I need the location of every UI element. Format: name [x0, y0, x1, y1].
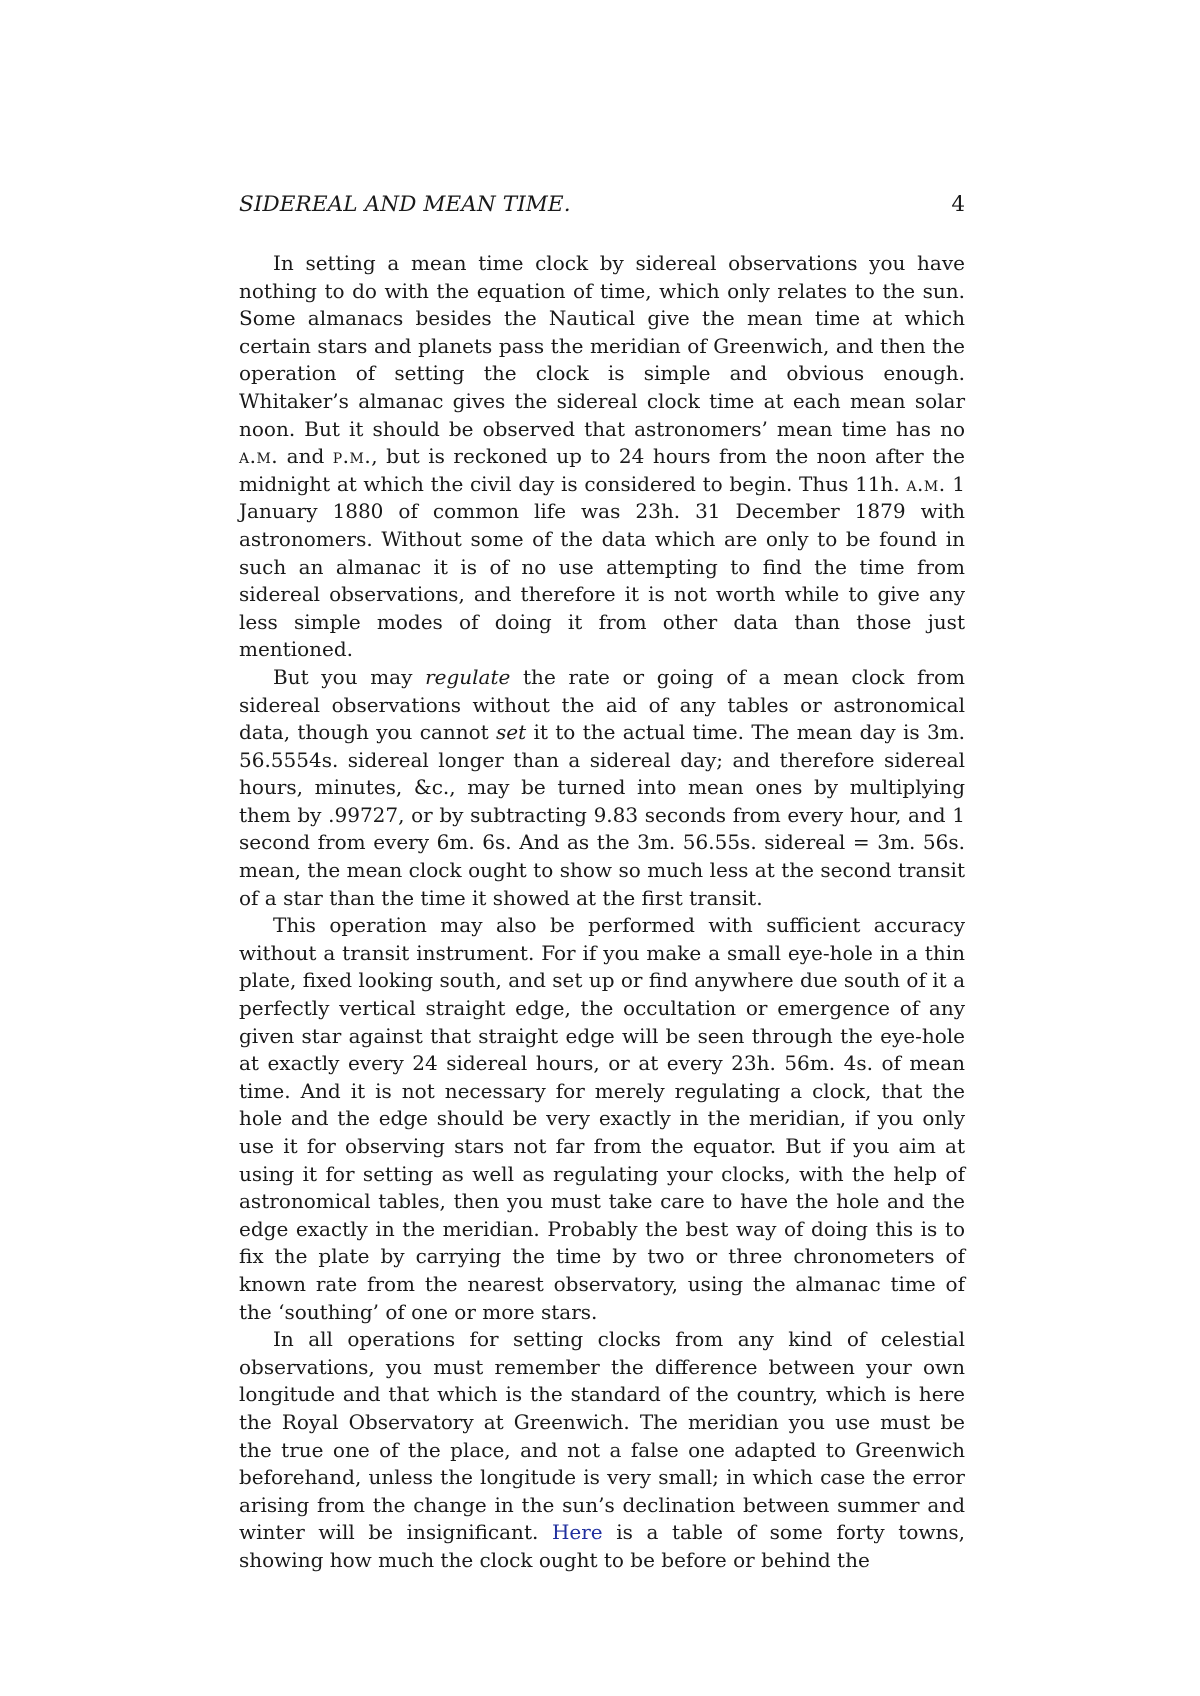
text-run: This operation may also be performed with sufficient accuracy without a transit instrument. For if you make a small eye-hole in a thin plate, fixed looking south, and set up or find anywhere due south of it a perfectly vertical straight edge, the occultation or emergence of any given star against that straight edge will be seen through the eye-hole at exactly every 24 sidereal hours, or at every 23h. 56m. 4s. of mean time. And it is not necessary for merely regulating a clock, that the hole and the edge should be very exactly in the meridian, if you only use it for observing stars not far from the equator. But if you aim at using it for setting as well as regulating your clocks, with the help of astronomical tables, then you must take care to have the hole and the edge exactly in the meridian. Probably the best way of doing this is to fix the plate by carrying the time by two or three chronometers of known rate from the nearest observatory, using the almanac time of the ‘southing’ of one or more stars. — [239, 913, 965, 1324]
small-caps-pm: p.m. — [332, 444, 372, 469]
paragraph-2 — [239, 664, 965, 912]
page — [239, 190, 965, 1575]
text-run: the rate or going of a mean clock from sidereal observations without the aid of any tables or astronomical data, though you cannot — [239, 664, 965, 745]
here-link[interactable]: Here — [551, 1520, 603, 1545]
text-run: In setting a mean time clock by sidereal observations you have nothing to do with the equation of time, which only relates to the sun. Some almanacs besides the Nautical give the mean time at which certain stars and planets pass the meridian of Greenwich, and then the operation of setting the clock is simple and obvious enough. Whitaker’s almanac gives the sidereal clock time at each mean solar noon. But it should be observed that astronomers’ mean time has no — [239, 251, 965, 441]
running-title: SIDEREAL AND MEAN TIME. — [239, 192, 571, 217]
text-run: it to the actual time. The mean day is 3m. 56.5554s. sidereal longer than a sidereal day; and therefore sidereal hours, minutes, &c., may be turned into mean ones by multiplying them by .99727, or by subtracting 9.83 seconds from every hour, and 1 second from every 6m. 6s. And as the 3m. 56.55s. sidereal = 3m. 56s. mean, the mean clock ought to show so much less at the second transit of a star than the time it showed at the first transit. — [239, 720, 965, 910]
emphasis-regulate: regulate — [425, 664, 511, 689]
paragraph-3 — [239, 912, 965, 1326]
emphasis-set: set — [496, 720, 527, 745]
text-run: 1 January 1880 of common life was 23h. 31 December 1879 with astronomers. Without some of the data which are only to be found in such an almanac it is of no use attempting to find the time from sidereal observations, and therefore it is not worth while to give any less simple modes of doing it from other data than those just mentioned. — [239, 471, 965, 662]
small-caps-am: a.m. — [239, 444, 279, 469]
body-text — [239, 250, 965, 1575]
running-header — [239, 190, 965, 220]
paragraph-4 — [239, 1326, 965, 1574]
text-run: In all operations for setting clocks from any kind of celestial observations, you must remember the difference between your own longitude and that which is the standard of the country, which is here the Royal Observatory at Greenwich. The meridian you use must be the true one of the place, and not a false one adapted to Greenwich beforehand, unless the longitude is very small; in which case the error arising from the change in the sun’s declination between summer and winter will be insignificant. — [239, 1327, 965, 1545]
paragraph-1 — [239, 250, 965, 664]
text-run: and — [278, 444, 333, 469]
text-run: is a table of some forty towns, showing how much the clock ought to be before or behind the — [239, 1520, 965, 1572]
text-run: But you may — [273, 664, 426, 689]
small-caps-am: a.m. — [906, 471, 946, 496]
page-number: 4 — [951, 192, 965, 217]
text-run: , but is reckoned up to 24 hours from the noon after the midnight at which the civil day is considered to begin. Thus 11h. — [239, 444, 965, 496]
